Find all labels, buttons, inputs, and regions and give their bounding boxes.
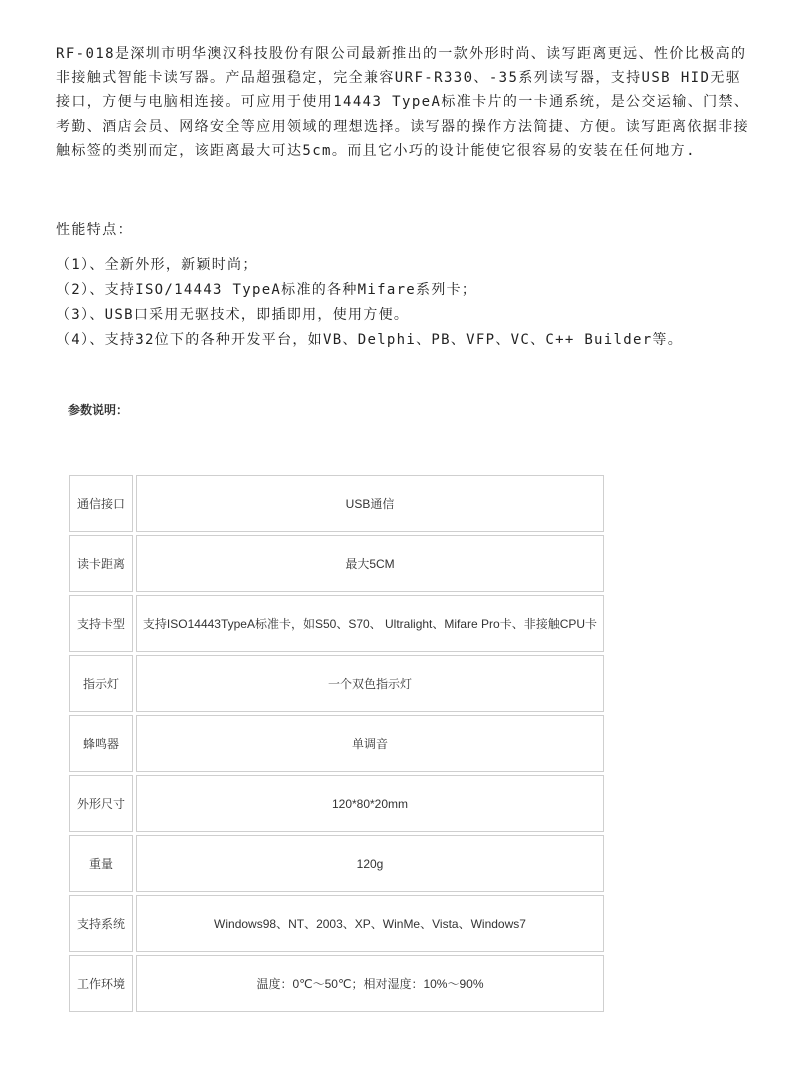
param-value: 温度：0℃～50℃；相对湿度：10%～90%	[136, 955, 604, 1012]
param-value: 支持ISO14443TypeA标准卡，如S50、S70、 Ultralight、Mifare Pro卡、非接触CPU卡	[136, 595, 604, 652]
feature-item: （1）、全新外形，新颖时尚；	[56, 257, 258, 273]
param-label: 外形尺寸	[69, 775, 133, 832]
param-value: 单调音	[136, 715, 604, 772]
param-label: 读卡距离	[69, 535, 133, 592]
param-value: Windows98、NT、2003、XP、WinMe、Vista、Windows7	[136, 895, 604, 952]
params-table	[66, 472, 607, 1015]
features-list	[56, 253, 683, 353]
table-row	[69, 895, 604, 952]
param-value: 最大5CM	[136, 535, 604, 592]
feature-item: （4）、支持32位下的各种开发平台，如VB、Delphi、PB、VFP、VC、C++ Builder等。	[56, 332, 684, 348]
table-row	[69, 835, 604, 892]
param-value: 120*80*20mm	[136, 775, 604, 832]
feature-item: （3）、USB口采用无驱技术，即插即用，使用方便。	[56, 307, 410, 323]
param-label: 指示灯	[69, 655, 133, 712]
param-label: 支持卡型	[69, 595, 133, 652]
param-label: 支持系统	[69, 895, 133, 952]
param-value: 一个双色指示灯	[136, 655, 604, 712]
param-label: 通信接口	[69, 475, 133, 532]
param-value: USB通信	[136, 475, 604, 532]
param-label: 工作环境	[69, 955, 133, 1012]
table-row	[69, 475, 604, 532]
feature-item: （2）、支持ISO/14443 TypeA标准的各种Mifare系列卡；	[56, 282, 478, 298]
param-value: 120g	[136, 835, 604, 892]
table-row	[69, 715, 604, 772]
intro-paragraph: RF-018是深圳市明华澳汉科技股份有限公司最新推出的一款外形时尚、读写距离更远、性价比极高的非接触式智能卡读写器。产品超强稳定，完全兼容URF-R330、-35系列读写器，支持USB HID无驱接口，方便与电脑相连接。可应用于使用14443 TypeA标准卡片的一卡通系统，是公交运输、门禁、考勤、酒店会员、网络安全等应用领域的理想选择。读写器的操作方法简捷、方便。读写距离依据非接触标签的类别而定，该距离最大可达5cm。而且它小巧的设计能使它很容易的安装在任何地方.	[56, 46, 750, 159]
features-title: 性能特点：	[56, 222, 133, 238]
table-row	[69, 595, 604, 652]
param-label: 蜂鸣器	[69, 715, 133, 772]
table-row	[69, 775, 604, 832]
params-title: 参数说明：	[68, 403, 129, 417]
table-row	[69, 955, 604, 1012]
table-row	[69, 655, 604, 712]
table-row	[69, 535, 604, 592]
param-label: 重量	[69, 835, 133, 892]
